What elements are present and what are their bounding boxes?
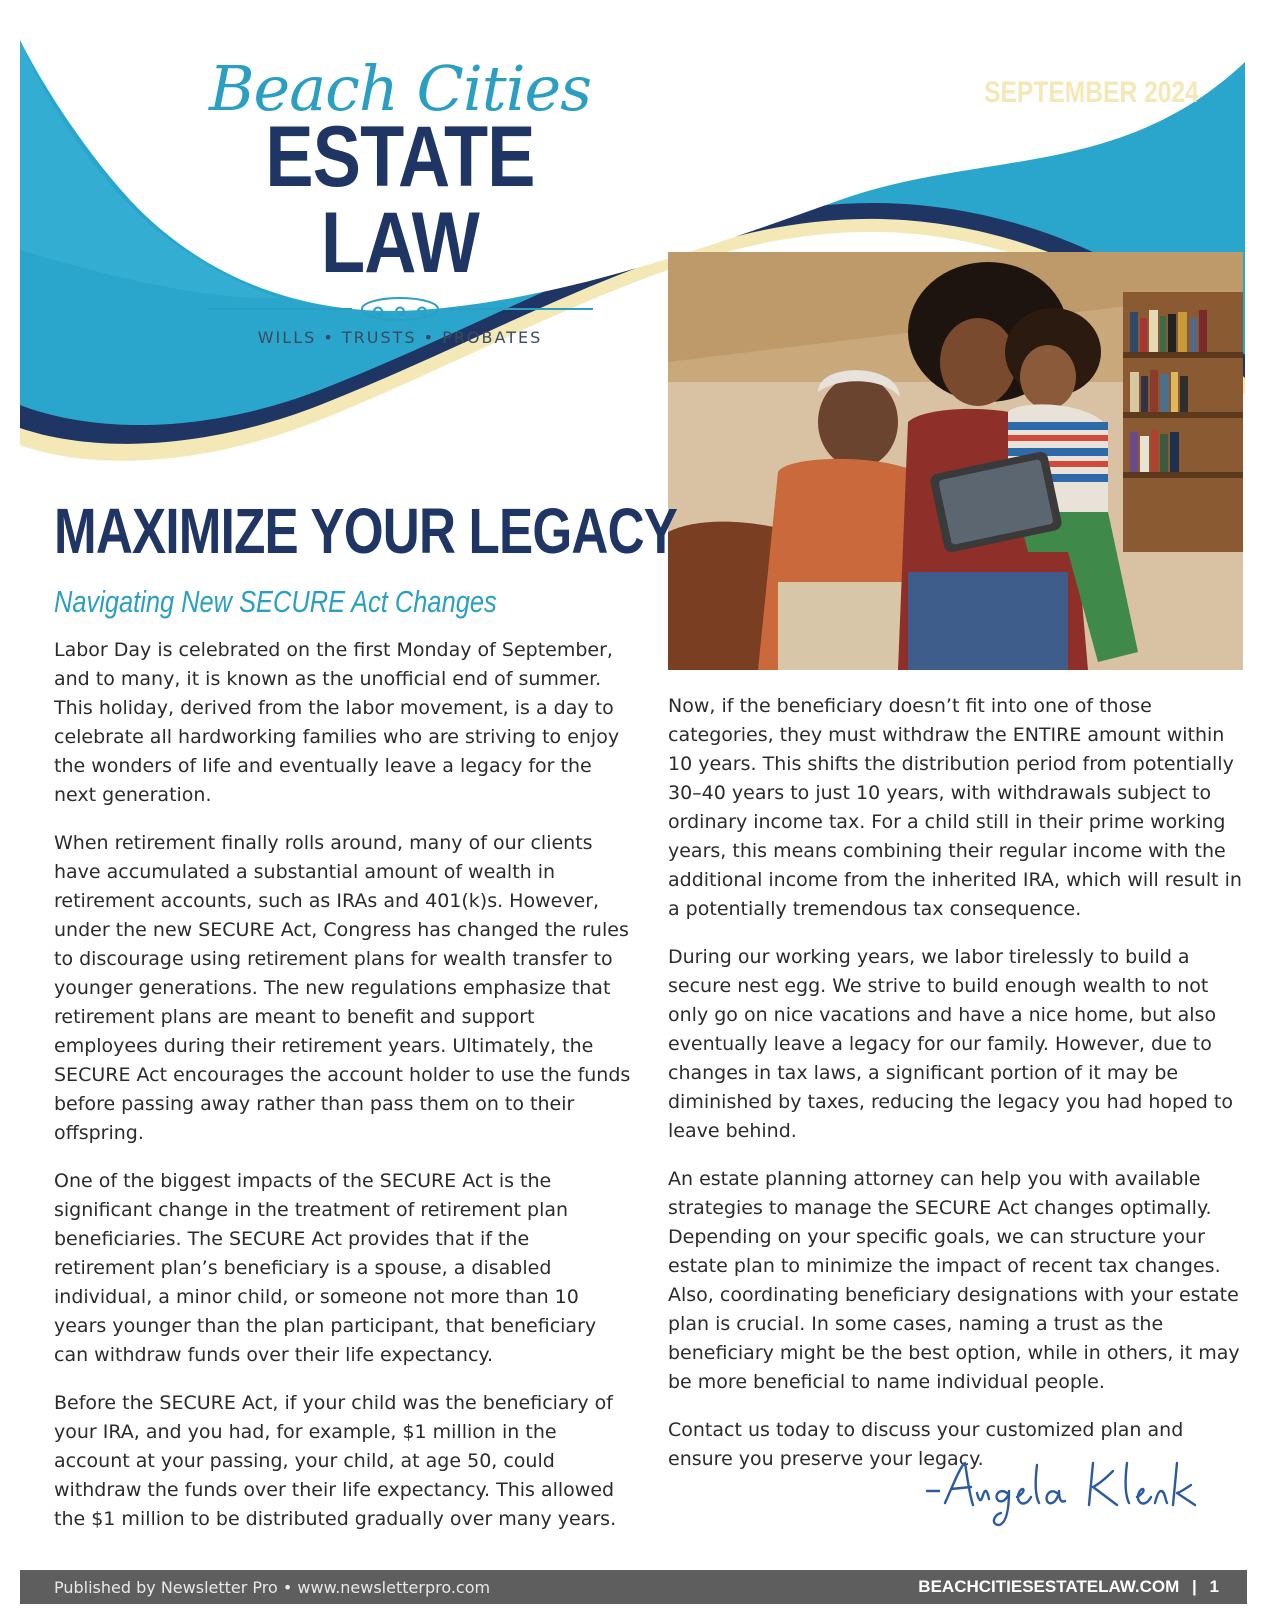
issue-date: SEPTEMBER 2024 [984,76,1199,109]
paragraph: One of the biggest impacts of the SECURE Act is the significant change in the treatment of retirement plan beneficiaries. The SECURE Act provides that if the retirement plan’s beneficiary is a spouse, a disabled individual, a minor child, or someone not more than 10 years younger than the plan participant, that beneficiary can withdraw funds over their life expectancy. [54,1170,597,1366]
paragraph: During our working years, we labor tirelessly to build a secure nest egg. We strive to build enough wealth to not only go on nice vacations and have a nice home, but also eventually leave a legacy for our family. However, due to changes in tax laws, a significant portion of it may be diminished by taxes, reducing the legacy you had hoped to leave behind. [668,946,1233,1142]
family-photo [668,252,1243,670]
logo-main-text: ESTATE LAW [265,109,535,291]
wave-ornament-icon [360,296,440,322]
footer-publisher: Published by Newsletter Pro • www.newsletterpro.com [54,1577,491,1597]
logo [180,52,620,347]
paragraph: Before the SECURE Act, if your child was the beneficiary of your IRA, and you had, for example, $1 million in the account at your passing, your child, at age 50, could withdraw the funds over their life expectancy. This allowed the $1 million to be distributed gradually over many years. [54,1392,617,1530]
paragraph: When retirement finally rolls around, many of our clients have accumulated a substantial amount of wealth in retirement accounts, such as IRAs and 401(k)s. However, under the new SECURE Act, Congress has changed the rules to discourage using retirement plans for wealth transfer to younger generations. The new regulations emphasize that retirement plans are meant to benefit and support employees during their retirement years. Ultimately, the SECURE Act encourages the account holder to use the funds before passing away rather than pass them on to their offspring. [54,832,631,1144]
footer-website[interactable]: BEACHCITIESESTATELAW.COM [918,1577,1180,1596]
paragraph: Now, if the beneficiary doesn’t fit into one of those categories, they must withdraw the ENTIRE amount within 10 years. This shifts the distribution period from potentially 30–40 years to just 10 years, with withdrawals subject to ordinary income tax. For a child still in their prime working years, this means combining their regular income with the additional income from the inherited IRA, which will result in a potentially tremendous tax consequence. [668,695,1242,920]
paragraph: Contact us today to discuss your customized plan and ensure you preserve your legacy. [668,1419,1184,1470]
logo-divider [180,296,620,322]
footer-bar [20,1570,1247,1604]
paragraph: An estate planning attorney can help you with available strategies to manage the SECURE Act changes optimally. Depending on your specific goals, we can structure your estate plan to minimize the impact of recent tax changes. Also, coordinating beneficiary designations with your estate plan is crucial. In some cases, naming a trust as the beneficiary might be the best option, while in others, it may be more beneficial to name individual people. [668,1168,1240,1393]
footer-site-info [918,1577,1219,1597]
left-column [54,636,632,1553]
footer-separator: | [1192,1577,1197,1596]
right-column [668,692,1246,1493]
logo-script-text: Beach Cities [208,52,592,125]
logo-tagline: WILLS • TRUSTS • PROBATES [257,328,543,347]
paragraph: Labor Day is celebrated on the first Monday of September, and to many, it is known as the unofficial end of summer. This holiday, derived from the labor movement, is a day to celebrate all hardworking families who are striving to enjoy the wonders of life and eventually leave a legacy for the next generation. [54,639,620,806]
article-subtitle: Navigating New SECURE Act Changes [54,584,497,619]
signature [925,1455,1225,1535]
article-title: MAXIMIZE YOUR LEGACY [54,495,678,567]
page-number: 1 [1209,1577,1219,1596]
